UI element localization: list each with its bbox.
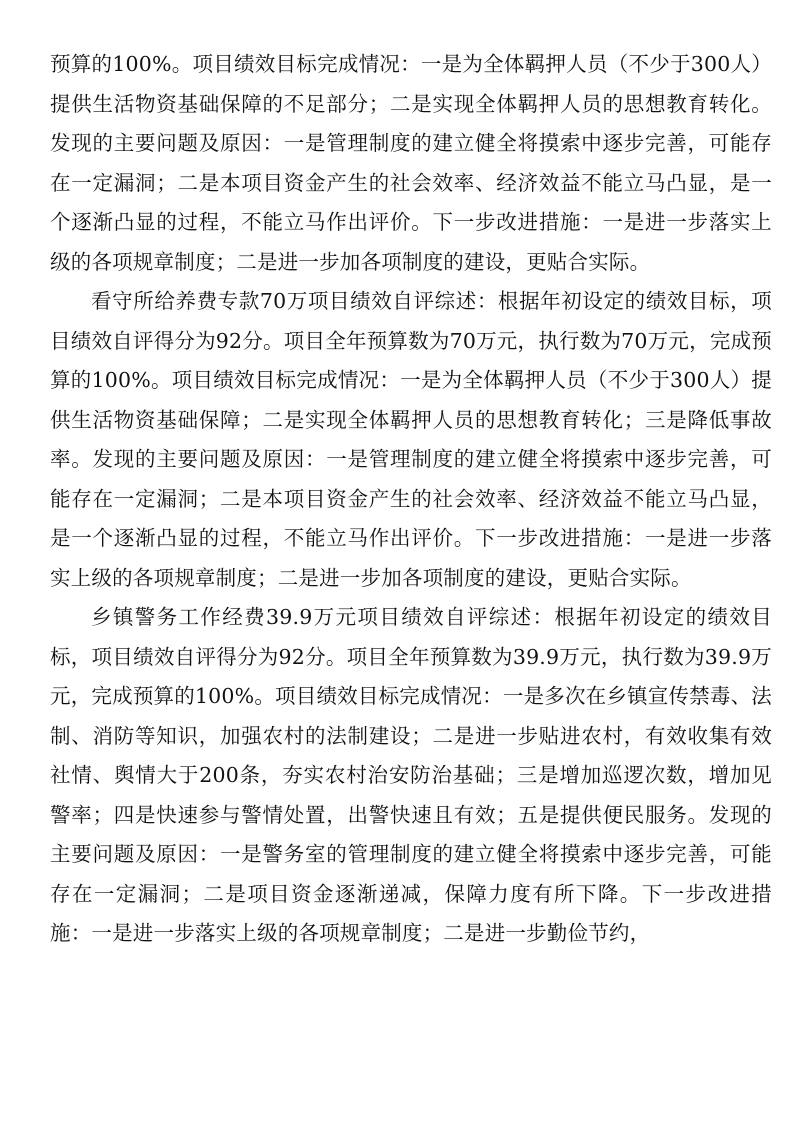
body-paragraph-township-policing: 乡镇警务工作经费39.9万元项目绩效自评综述：根据年初设定的绩效目标，项目绩效自评得分为92分。项目全年预算数为39.9万元，执行数为39.9万元，完成预算的100%。项目绩效目标完成情况：一是多次在乡镇宣传禁毒、法制、消防等知识，加强农村的法制建设；二是进一步贴进农村，有效收集有效社情、舆情大于200条，夯实农村治安防治基础；三是增加巡逻次数，增加见警率；四是快速参与警情处置，出警快速且有效；五是提供便民服务。发现的主要问题及原因：一是警务室的管理制度的建立健全将摸索中逐步完善，可能存在一定漏洞；二是项目资金逐渐递减，保障力度有所下降。下一步改进措施：一是进一步落实上级的各项规章制度；二是进一步勤俭节约， (50, 605, 772, 945)
body-paragraph-continued: 预算的100%。项目绩效目标完成情况：一是为全体羁押人员（不少于300人）提供生活物资基础保障的不足部分；二是实现全体羁押人员的思想教育转化。发现的主要问题及原因：一是管理制度的建立健全将摸索中逐步完善，可能存在一定漏洞；二是本项目资金产生的社会效率、经济效益不能立马凸显，是一个逐渐凸显的过程，不能立马作出评价。下一步改进措施：一是进一步落实上级的各项规章制度；二是进一步加各项制度的建设，更贴合实际。 (50, 52, 772, 274)
body-paragraph-detention-center-rations: 看守所给养费专款70万项目绩效自评综述：根据年初设定的绩效目标，项目绩效自评得分为92分。项目全年预算数为70万元，执行数为70万元，完成预算的100%。项目绩效目标完成情况：一是为全体羁押人员（不少于300人）提供生活物资基础保障；二是实现全体羁押人员的思想教育转化；三是降低事故率。发现的主要问题及原因：一是管理制度的建立健全将摸索中逐步完善，可能存在一定漏洞；二是本项目资金产生的社会效率、经济效益不能立马凸显，是一个逐渐凸显的过程，不能立马作出评价。下一步改进措施：一是进一步落实上级的各项规章制度；二是进一步加各项制度的建设，更贴合实际。 (50, 289, 772, 590)
document-page (50, 45, 772, 954)
